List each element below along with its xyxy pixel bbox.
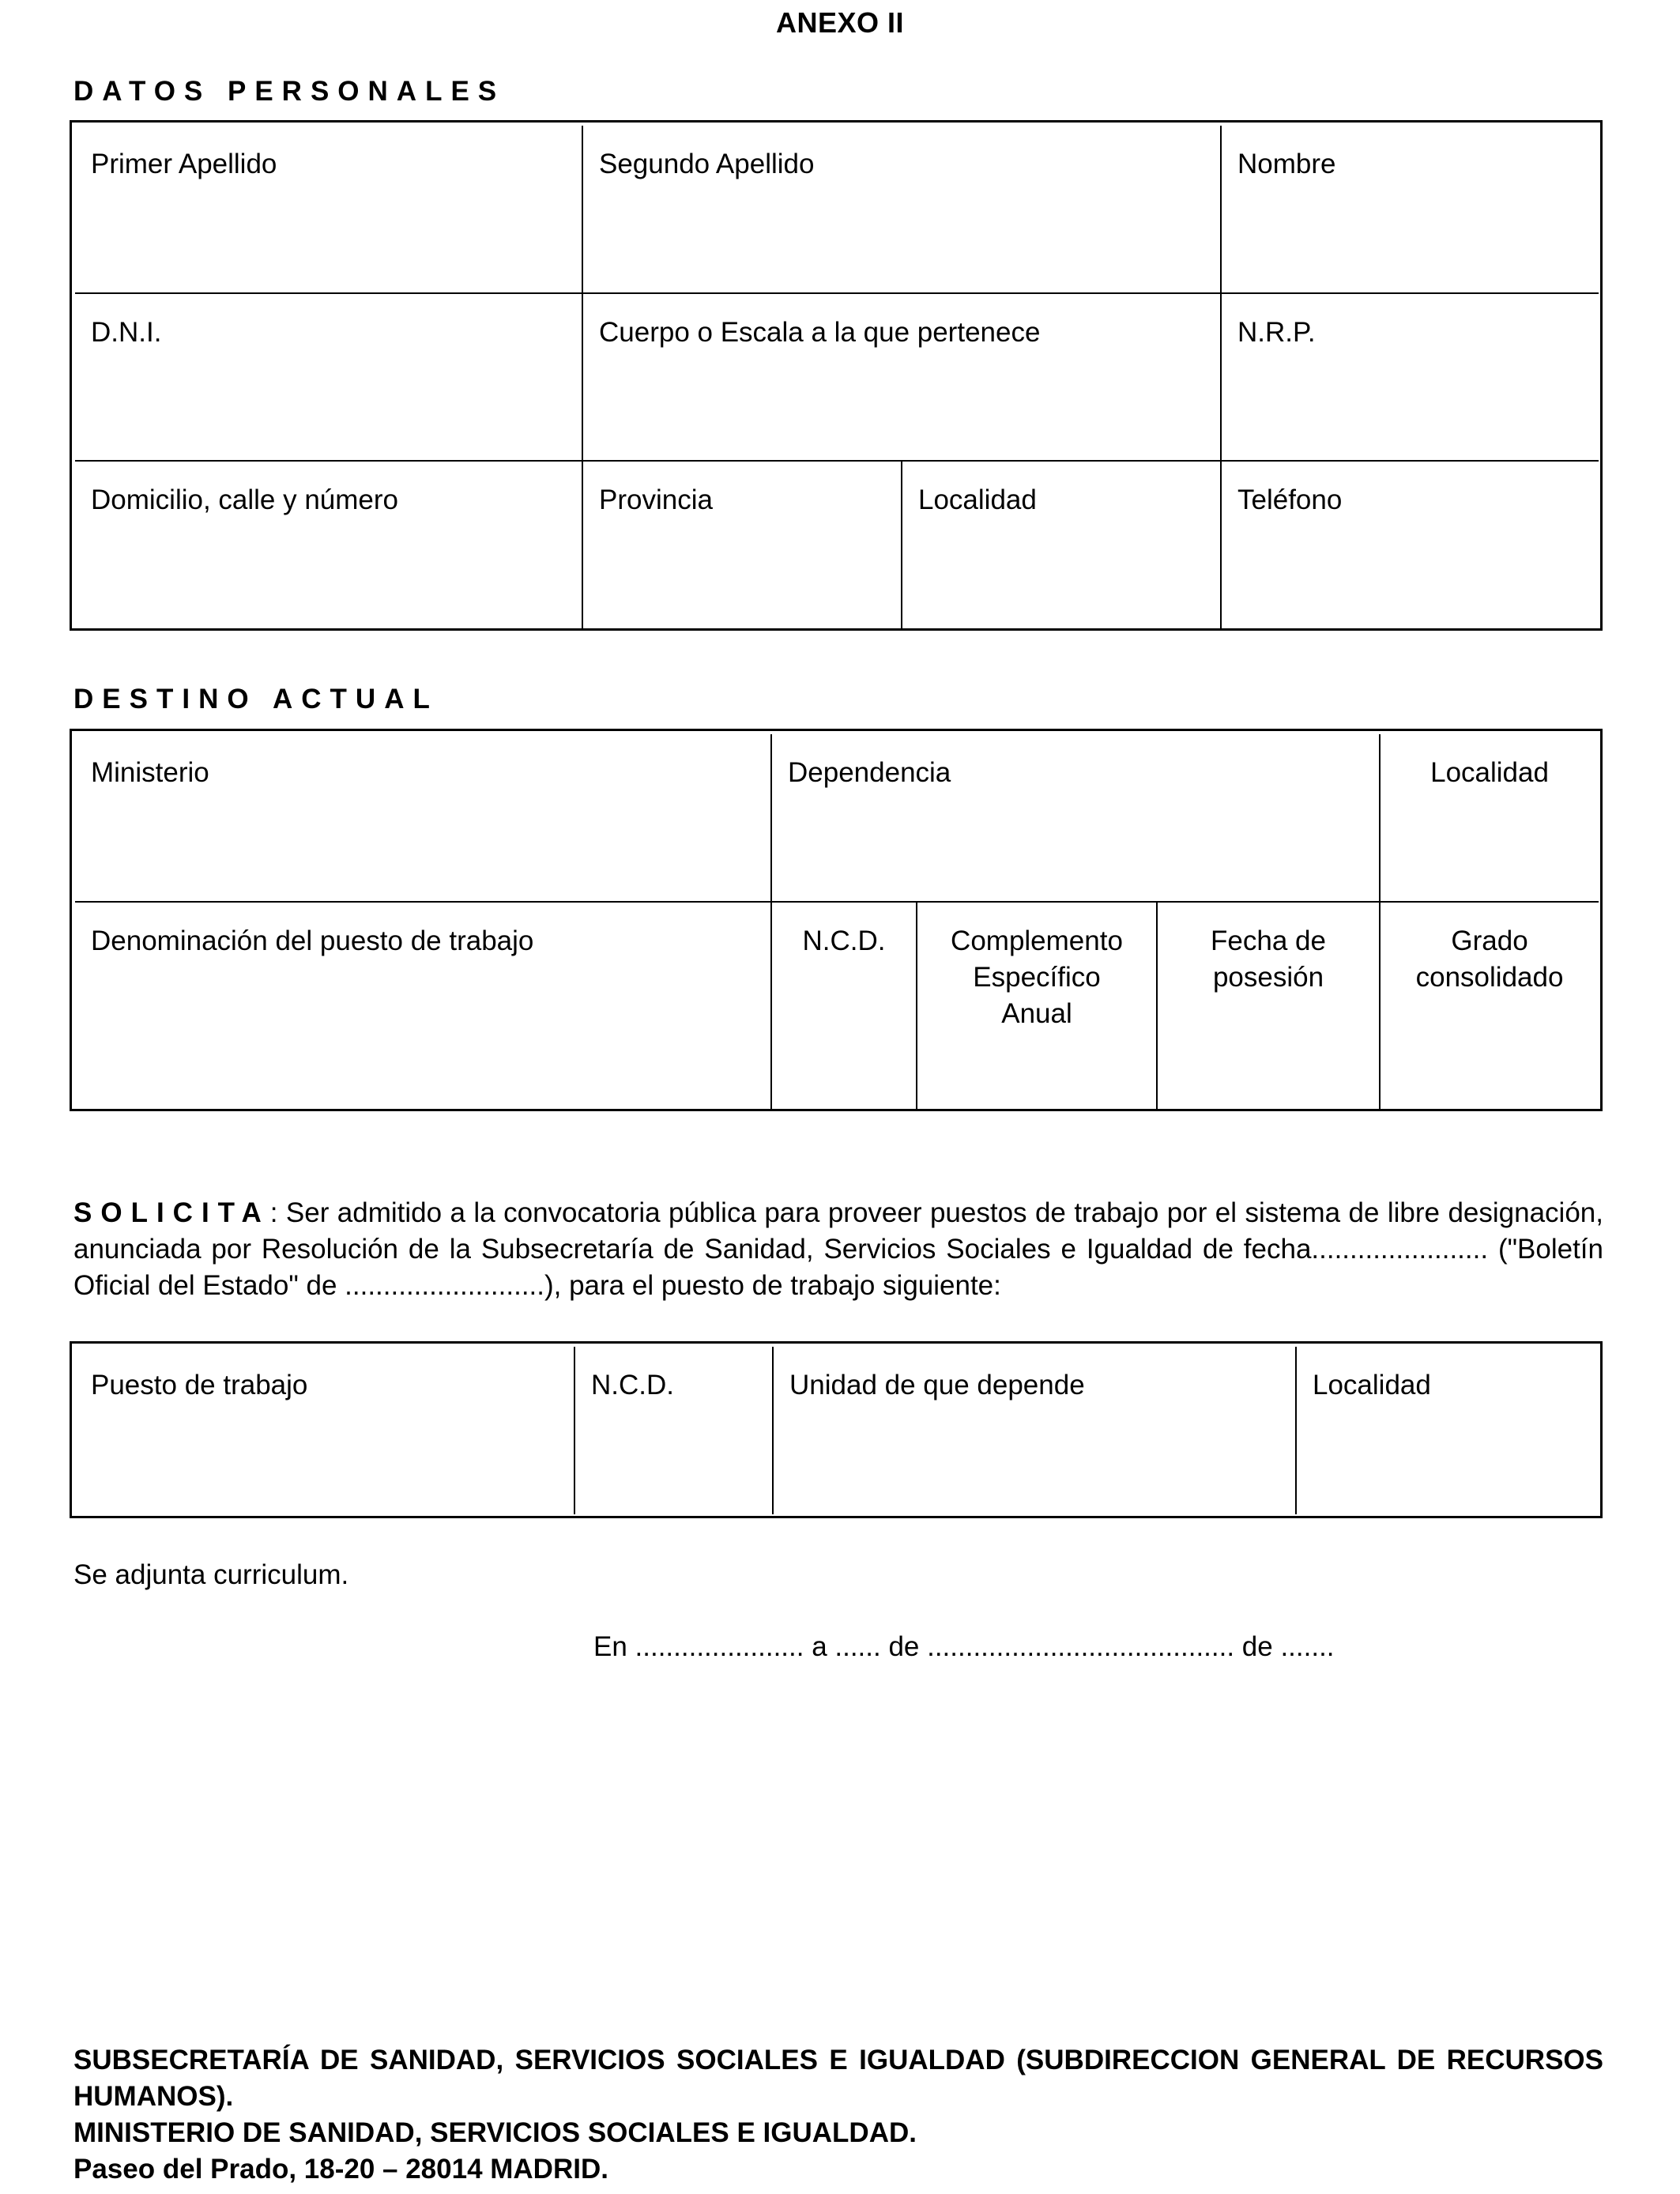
field-segundo-apellido[interactable]: Segundo Apellido [582,126,1221,293]
solicita-paragraph [73,1195,1603,1304]
field-dni[interactable]: D.N.I. [75,293,582,461]
field-fecha-posesion[interactable]: Fecha de posesión [1157,902,1380,1109]
destino-actual-table [70,729,1603,1111]
document-title: ANEXO II [775,6,905,39]
puesto-solicitado-table [70,1341,1603,1518]
field-ncd[interactable]: N.C.D. [771,902,917,1109]
field-ministerio[interactable]: Ministerio [75,734,771,902]
field-denominacion-puesto[interactable]: Denominación del puesto de trabajo [75,902,771,1109]
field-localidad-solicitado[interactable]: Localidad [1296,1347,1599,1514]
field-primer-apellido[interactable]: Primer Apellido [75,126,582,293]
field-cuerpo-escala[interactable]: Cuerpo o Escala a la que pertenece [582,293,1221,461]
field-complemento-especifico[interactable]: Complemento Específico Anual [917,902,1157,1109]
field-localidad[interactable]: Localidad [902,461,1221,628]
footer-address [73,2042,1603,2188]
field-grado-consolidado[interactable]: Grado consolidado [1380,902,1599,1109]
field-ncd-solicitado[interactable]: N.C.D. [574,1347,773,1514]
field-nombre[interactable]: Nombre [1221,126,1599,293]
footer-subsecretaria: SUBSECRETARÍA DE SANIDAD, SERVICIOS SOCIALES E IGUALDAD (SUBDIRECCION GENERAL DE RECURSOS HUMANOS). [73,2045,1603,2112]
field-localidad-destino[interactable]: Localidad [1380,734,1599,902]
field-puesto-trabajo[interactable]: Puesto de trabajo [75,1347,574,1514]
destino-actual-heading: DESTINO ACTUAL [73,684,439,714]
adjunta-curriculum: Se adjunta curriculum. [73,1559,349,1590]
solicita-text: : Ser admitido a la convocatoria pública para proveer puestos de trabajo por el sistema de libre designación, anunciada por Resolución de la Subsecretaría de Sanidad, Servicios Sociales e Igualdad de fecha....................... ("Boletín Oficial del Estado" de ..........................), para el puesto de trabajo siguiente: [73,1197,1603,1301]
field-domicilio[interactable]: Domicilio, calle y número [75,461,582,628]
footer-ministerio: MINISTERIO DE SANIDAD, SERVICIOS SOCIALES E IGUALDAD. [73,2117,917,2148]
footer-direccion: Paseo del Prado, 18-20 – 28014 MADRID. [73,2154,608,2185]
field-unidad-depende[interactable]: Unidad de que depende [773,1347,1296,1514]
field-provincia[interactable]: Provincia [582,461,902,628]
datos-personales-table [70,120,1603,631]
field-telefono[interactable]: Teléfono [1221,461,1599,628]
datos-personales-heading: DATOS PERSONALES [73,76,506,107]
field-nrp[interactable]: N.R.P. [1221,293,1599,461]
fecha-lugar-line: En ...................... a ...... de ........................................ de ....... [593,1631,1335,1662]
solicita-keyword: SOLICITA [73,1197,270,1228]
field-dependencia[interactable]: Dependencia [771,734,1380,902]
